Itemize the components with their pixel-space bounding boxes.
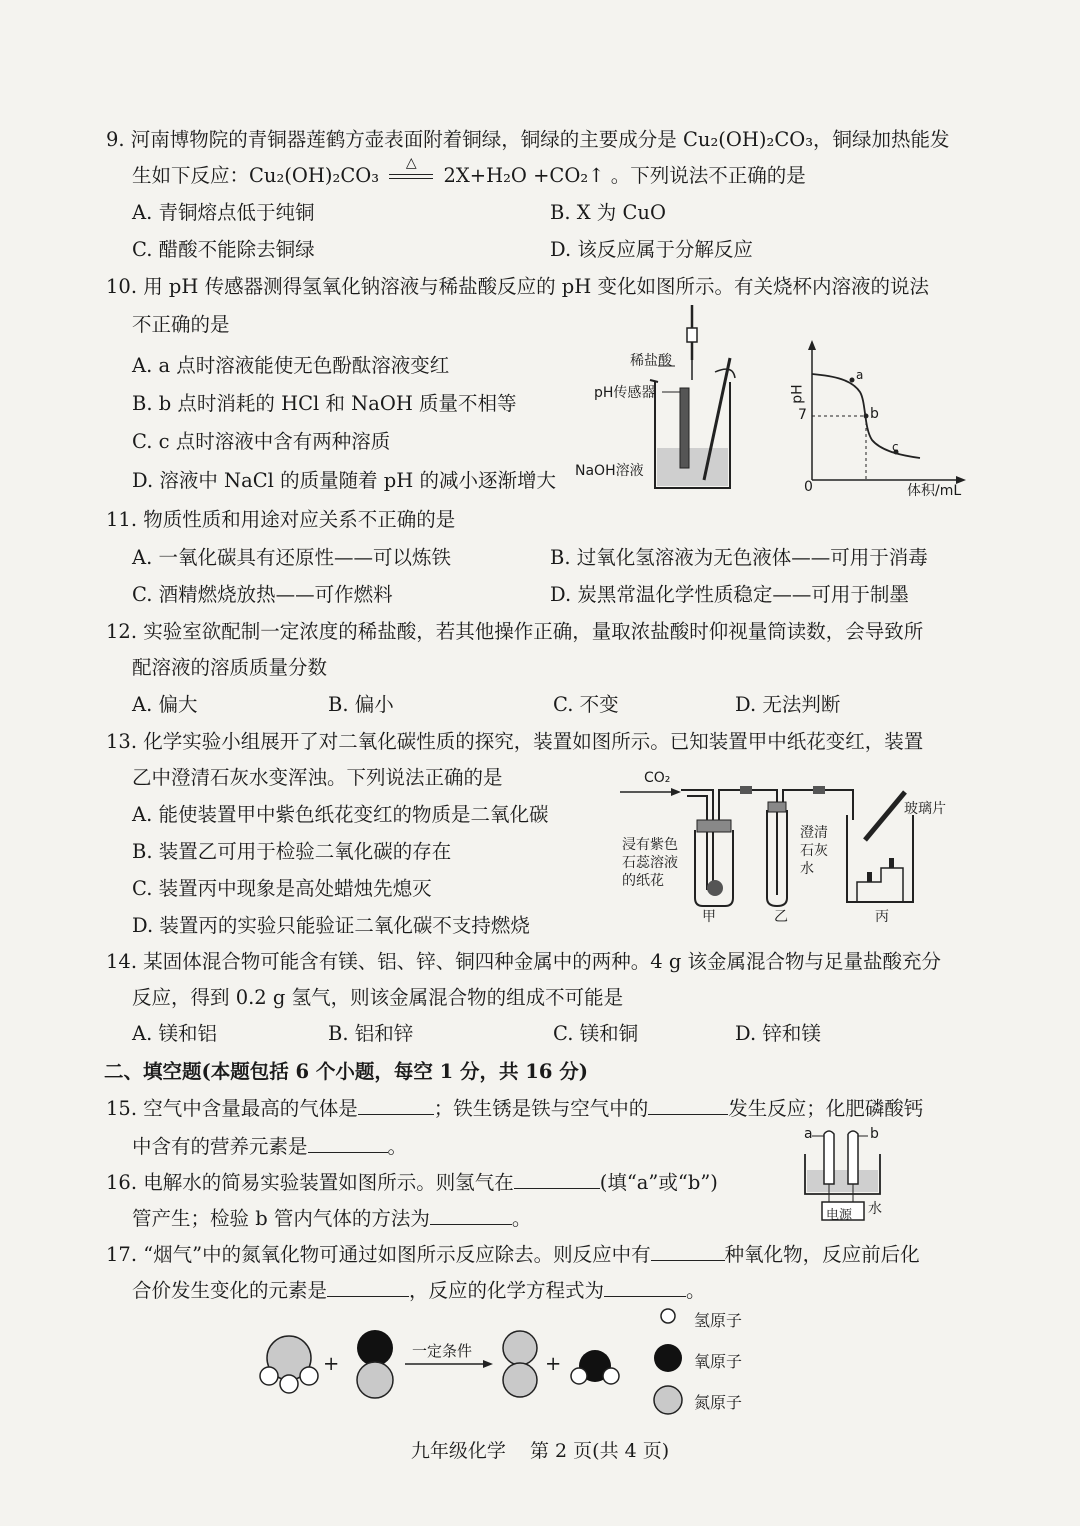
jia-label: 甲 xyxy=(702,909,716,925)
q17-blank-3[interactable] xyxy=(604,1276,686,1297)
volume-axis-label: 体积/mL xyxy=(907,483,962,499)
step-stand xyxy=(857,868,903,902)
q15-blank-3[interactable] xyxy=(308,1132,388,1153)
q15-blank-2[interactable] xyxy=(648,1094,728,1115)
glass-plate xyxy=(865,792,905,840)
q12-option-d[interactable]: D. 无法判断 xyxy=(735,693,841,716)
bottle-stopper xyxy=(697,820,731,832)
q10-option-d[interactable]: D. 溶液中 NaCl 的质量随着 pH 的减小逐渐增大 xyxy=(132,469,556,492)
q14-option-b[interactable]: B. 铝和锌 xyxy=(328,1022,414,1045)
point-b-label: b xyxy=(870,406,879,422)
ph-sensor-probe xyxy=(680,388,689,468)
lime-label-1: 澄清 xyxy=(800,825,828,841)
q17-blank-2[interactable] xyxy=(327,1276,409,1297)
q14-option-a[interactable]: A. 镁和铝 xyxy=(132,1022,217,1045)
q16-blank-1[interactable] xyxy=(514,1168,600,1189)
hydrogen-atom xyxy=(300,1367,318,1385)
legend-oxygen: 氧原子 xyxy=(694,1352,743,1371)
power-label: 电源 xyxy=(826,1208,853,1223)
q15-text-4: 中含有的营养元素是 xyxy=(132,1135,308,1158)
origin-label: 0 xyxy=(804,479,813,495)
point-b xyxy=(864,414,869,419)
nitrogen-legend-icon xyxy=(654,1386,682,1414)
hydrogen-legend-icon xyxy=(661,1309,675,1323)
acid-label: 稀盐酸 xyxy=(630,353,672,369)
q12-option-a[interactable]: A. 偏大 xyxy=(132,693,198,716)
q9-option-a[interactable]: A. 青铜熔点低于纯铜 xyxy=(132,201,315,224)
naoh-solution xyxy=(657,448,728,486)
q15-line1 xyxy=(106,1094,923,1123)
q12-stem-line2: 配溶液的溶质质量分数 xyxy=(132,656,328,679)
q17-line2 xyxy=(132,1276,706,1305)
q12-option-b[interactable]: B. 偏小 xyxy=(328,693,394,716)
flower-label-1: 浸有紫色 xyxy=(622,837,678,853)
q10-option-a[interactable]: A. a 点时溶液能使无色酚酞溶液变红 xyxy=(132,354,450,377)
atom-legend-icons xyxy=(650,1304,690,1416)
reaction-condition: 一定条件 xyxy=(412,1342,473,1360)
oxygen-legend-icon xyxy=(654,1344,682,1372)
water-molecule xyxy=(571,1350,619,1384)
q9-heating-sign xyxy=(385,155,437,190)
co2-arrowhead xyxy=(671,788,681,796)
nitrogen-atom xyxy=(503,1363,537,1397)
hydrogen-atom xyxy=(603,1368,619,1384)
q9-stem-line2 xyxy=(132,155,806,190)
q11-option-c[interactable]: C. 酒精燃烧放热——可作燃料 xyxy=(132,583,393,606)
q10-option-c[interactable]: C. c 点时溶液中含有两种溶质 xyxy=(132,430,391,453)
q17-text-4: ，反应的化学方程式为 xyxy=(409,1279,605,1302)
q16-text-2: (填“a”或“b”) xyxy=(599,1171,718,1194)
legend-nitrogen: 氮原子 xyxy=(694,1393,743,1412)
ph7-tick: 7 xyxy=(798,407,807,423)
no-molecule xyxy=(357,1330,393,1398)
q11-option-a[interactable]: A. 一氧化碳具有还原性——可以炼铁 xyxy=(132,546,451,569)
q9-equation-left: 生如下反应：Cu₂(OH)₂CO₃ xyxy=(132,164,380,187)
plus-sign-2: + xyxy=(545,1352,562,1375)
q10-stem-line2: 不正确的是 xyxy=(132,313,230,336)
q13-stem-line1: 13. 化学实验小组展开了对二氧化碳性质的探究，装置如图所示。已知装置甲中纸花变红，装置 xyxy=(106,730,924,753)
y-axis-arrow xyxy=(808,340,816,350)
point-a xyxy=(850,378,855,383)
q16-text-1: 16. 电解水的简易实验装置如图所示。则氢气在 xyxy=(106,1171,514,1194)
outlet-pipe xyxy=(719,790,765,820)
q11-stem: 11. 物质性质和用途对应关系不正确的是 xyxy=(106,508,456,531)
q9-option-d[interactable]: D. 该反应属于分解反应 xyxy=(550,238,753,261)
naoh-label: NaOH溶液 xyxy=(575,463,644,479)
glass-plate-label: 玻璃片 xyxy=(904,801,946,817)
ammonia-molecule xyxy=(260,1336,318,1393)
hydrogen-atom xyxy=(571,1368,587,1384)
inlet-pipe xyxy=(681,790,713,890)
tube-b xyxy=(848,1131,858,1184)
q17-text-1: 17. “烟气”中的氮氧化物可通过如图所示反应除去。则反应中有 xyxy=(106,1243,651,1266)
q16-blank-2[interactable] xyxy=(430,1204,512,1225)
q9-stem-line1: 9. 河南博物院的青铜器莲鹤方壶表面附着铜绿，铜绿的主要成分是 Cu₂(OH)₂CO₃，铜绿加热能发 xyxy=(106,128,950,151)
page-footer: 九年级化学 第 2 页(共 4 页) xyxy=(410,1440,670,1462)
hose-joint-2 xyxy=(813,786,825,794)
plus-sign-1: + xyxy=(323,1352,340,1375)
q15-blank-1[interactable] xyxy=(358,1094,434,1115)
nitrogen-atom xyxy=(357,1362,393,1398)
q9-option-c[interactable]: C. 醋酸不能除去铜绿 xyxy=(132,238,315,261)
lime-label-2: 石灰 xyxy=(800,843,828,859)
point-a-label: a xyxy=(856,368,864,382)
hydrogen-atom xyxy=(260,1367,278,1385)
trough-water xyxy=(807,1170,878,1192)
hydrogen-atom xyxy=(280,1375,298,1393)
q14-option-c[interactable]: C. 镁和铜 xyxy=(553,1022,639,1045)
q10-option-b[interactable]: B. b 点时消耗的 HCl 和 NaOH 质量不相等 xyxy=(132,392,517,415)
q13-option-c[interactable]: C. 装置丙中现象是高处蜡烛先熄灭 xyxy=(132,877,432,900)
q11-option-b[interactable]: B. 过氧化氢溶液为无色液体——可用于消毒 xyxy=(550,546,928,569)
candle-high xyxy=(889,858,894,868)
candle-low xyxy=(867,872,872,882)
q17-blank-1[interactable] xyxy=(651,1240,725,1261)
q16-text-4: 。 xyxy=(511,1207,532,1230)
q14-option-d[interactable]: D. 锌和镁 xyxy=(735,1022,821,1045)
hose-joint-1 xyxy=(740,786,752,794)
point-c-label: c xyxy=(892,440,899,454)
paper-flower xyxy=(707,880,723,896)
q14-stem-line1: 14. 某固体混合物可能含有镁、铝、锌、铜四种金属中的两种。4 g 该金属混合物与足量盐酸充分 xyxy=(106,950,941,973)
legend-hydrogen: 氢原子 xyxy=(694,1311,743,1330)
q14-stem-line2: 反应，得到 0.2 g 氢气，则该金属混合物的组成不可能是 xyxy=(132,986,624,1009)
q17-text-3: 合价发生变化的元素是 xyxy=(132,1279,328,1302)
reaction-arrowhead xyxy=(483,1360,493,1368)
q17-text-5: 。 xyxy=(686,1279,706,1302)
water-label: 水 xyxy=(868,1201,882,1217)
q16-text-3: 管产生；检验 b 管内气体的方法为 xyxy=(132,1207,430,1230)
q11-option-d[interactable]: D. 炭黑常温化学性质稳定——可用于制墨 xyxy=(550,583,909,606)
inlet-pipe-inner xyxy=(687,796,707,890)
bing-inlet-pipe xyxy=(783,790,853,820)
q10-ph-curve-chart xyxy=(790,340,970,500)
tube-a-label: a xyxy=(804,1126,813,1142)
q9-delta-symbol: △ xyxy=(405,155,417,171)
q13-option-d[interactable]: D. 装置丙的实验只能验证二氧化碳不支持燃烧 xyxy=(132,914,530,937)
bing-label: 丙 xyxy=(875,909,889,925)
q17-line1 xyxy=(106,1240,920,1269)
q13-option-b[interactable]: B. 装置乙可用于检验二氧化碳的存在 xyxy=(132,840,452,863)
lime-label-3: 水 xyxy=(800,861,814,877)
tube-b-label: b xyxy=(870,1126,879,1142)
q10-stem-line1: 10. 用 pH 传感器测得氢氧化钠溶液与稀盐酸反应的 pH 变化如图所示。有关烧杯内溶液的说法 xyxy=(106,275,929,298)
sensor-label: pH传感器 xyxy=(594,385,656,401)
q15-text-1: 15. 空气中含量最高的气体是 xyxy=(106,1097,358,1120)
q9-equation-right: 2X+H₂O +CO₂↑ 。下列说法不正确的是 xyxy=(443,164,806,187)
q16-line1 xyxy=(106,1168,718,1197)
tube-a xyxy=(824,1131,834,1184)
q15-text-2: ；铁生锈是铁与空气中的 xyxy=(433,1097,649,1120)
flower-label-2: 石蕊溶液 xyxy=(622,855,678,871)
tube-stopper xyxy=(768,802,786,812)
section-2-heading: 二、填空题(本题包括 6 个小题，每空 1 分，共 16 分) xyxy=(104,1060,588,1083)
q12-stem-line1: 12. 实验室欲配制一定浓度的稀盐酸，若其他操作正确，量取浓盐酸时仰视量筒读数，会导致所 xyxy=(106,620,924,643)
q15-line2 xyxy=(132,1132,407,1161)
q12-option-c[interactable]: C. 不变 xyxy=(553,693,619,716)
q17-reaction-diagram xyxy=(255,1318,645,1418)
flower-label-3: 的纸花 xyxy=(622,873,664,889)
dropper-valve xyxy=(687,328,697,342)
co2-label: CO₂ xyxy=(644,770,671,786)
q9-option-b[interactable]: B. X 为 CuO xyxy=(550,201,666,224)
ph-axis-label: pH xyxy=(789,384,806,404)
q16-line2 xyxy=(132,1204,531,1233)
q13-stem-line2: 乙中澄清石灰水变浑浊。下列说法正确的是 xyxy=(132,766,503,789)
q13-option-a[interactable]: A. 能使装置甲中紫色纸花变红的物质是二氧化碳 xyxy=(132,803,549,826)
q17-text-2: 种氧化物，反应前后化 xyxy=(724,1243,920,1266)
n2-molecule xyxy=(503,1331,537,1397)
nitrogen-atom xyxy=(503,1331,537,1365)
yi-label: 乙 xyxy=(774,909,788,925)
q15-text-5: 。 xyxy=(387,1135,408,1158)
q15-text-3: 发生反应；化肥磷酸钙 xyxy=(728,1097,924,1120)
oxygen-atom xyxy=(357,1330,393,1366)
